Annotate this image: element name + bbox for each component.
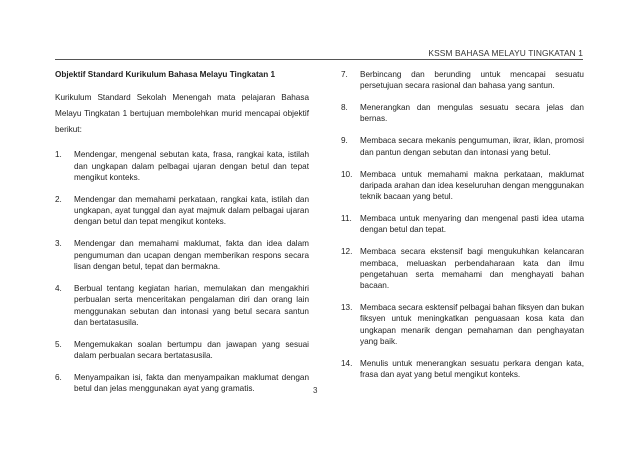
objective-text: Mendengar dan memahami perkataan, rangkai kata, istilah dan ungkapan, ayat tunggal dan ayat majmuk dalam pelbagai ujaran dengan betul dan tepat mengikut konteks. [74, 194, 309, 227]
objective-item [55, 339, 309, 362]
objective-number: 9. [341, 136, 348, 146]
objective-number: 13. [341, 303, 353, 313]
objective-text: Mendengar dan memahami maklumat, fakta dan idea dalam pengumuman dan ucapan dengan memberikan respons secara lisan dengan betul, tepat dan bermakna. [74, 239, 309, 272]
objective-item [55, 238, 309, 272]
objective-number: 5. [55, 339, 62, 349]
intro-paragraph: Kurikulum Standard Sekolah Menengah mata pelajaran Bahasa Melayu Tingkatan 1 bertujuan membolehkan murid mencapai objektif berikut: [55, 93, 309, 135]
objective-text: Membaca secara esktensif pelbagai bahan fiksyen dan bukan fiksyen untuk meningkatkan penguasaan kosa kata dan ungkapan menarik dengan pemahaman dan penghayatan yang baik. [360, 303, 584, 346]
objective-item [341, 169, 584, 203]
objective-item [55, 283, 309, 328]
section-title: Objektif Standard Kurikulum Bahasa Melayu Tingkatan 1 [55, 70, 276, 79]
objective-item [55, 372, 309, 395]
objective-item [341, 69, 584, 92]
objective-text: Mengemukakan soalan bertumpu dan jawapan yang sesuai dalam perbualan secara bertatasusila. [74, 339, 309, 361]
objective-text: Membaca untuk memahami makna perkataan, maklumat daripada arahan dan idea keseluruhan dengan menggunakan teknik bacaan yang betul. [360, 169, 584, 202]
objective-item [341, 213, 584, 236]
objective-text: Membaca secara ekstensif bagi mengukuhkan kelancaran membaca, meluaskan perbendaharaan kata dan ilmu pengetahuan serta memahami dan menghayati bahan bacaan. [360, 247, 584, 291]
objective-item [341, 102, 584, 125]
objective-number: 7. [341, 70, 348, 79]
objective-text: Membaca untuk menyaring dan mengenal pasti idea utama dengan betul dan tepat. [360, 214, 584, 235]
objective-text: Berbual tentang kegiatan harian, memulakan dan mengakhiri perbualan serta menceritakan pengalaman diri dan orang lain menggunakan sebutan dan intonasi yang betul secara santun dan bertatasusila. [74, 284, 309, 327]
objective-number: 2. [55, 194, 62, 204]
left-column [55, 69, 309, 405]
objective-text: Menyampaikan isi, fakta dan menyampaikan maklumat dengan betul dan jelas menggunakan ayat yang gramatis. [74, 373, 309, 394]
objective-number: 14. [341, 358, 353, 368]
objective-number: 12. [341, 247, 353, 257]
objective-text: Berbincang dan berunding untuk mencapai sesuatu persetujuan secara rasional dan bahasa yang santun. [360, 70, 584, 91]
objective-number: 4. [55, 284, 62, 294]
objective-text: Mendengar, mengenal sebutan kata, frasa, rangkai kata, istilah dan ungkapan dalam pelbagai ujaran dengan betul dan tepat mengikut konteks. [74, 150, 309, 182]
objective-text: Menulis untuk menerangkan sesuatu perkara dengan kata, frasa dan ayat yang betul mengikut konteks. [360, 358, 584, 380]
objective-item [341, 302, 584, 347]
objective-item [55, 194, 309, 228]
objective-text: Membaca secara mekanis pengumuman, ikrar, iklan, promosi dan pantun dengan sebutan dan intonasi yang betul. [360, 136, 584, 157]
header-title: KSSM BAHASA MELAYU TINGKATAN 1 [428, 48, 583, 58]
header-rule [55, 59, 583, 60]
objective-number: 11. [341, 214, 352, 224]
objective-number: 1. [55, 150, 62, 160]
objective-number: 6. [55, 373, 62, 383]
objective-item [341, 246, 584, 291]
objective-item [341, 135, 584, 158]
objective-number: 3. [55, 239, 62, 249]
page-number: 3 [313, 386, 318, 395]
objective-number: 8. [341, 103, 348, 113]
objective-item [55, 149, 309, 183]
objective-text: Menerangkan dan mengulas sesuatu secara jelas dan bernas. [360, 103, 584, 124]
right-column [341, 69, 584, 391]
objective-item [341, 358, 584, 381]
objective-number: 10. [341, 169, 353, 179]
